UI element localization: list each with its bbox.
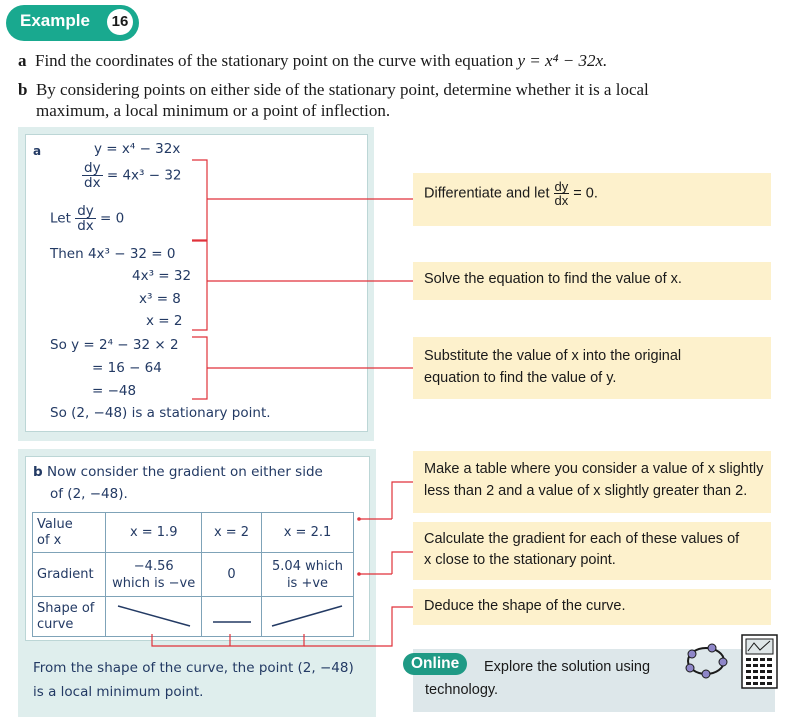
table-cell: x = 1.9 — [106, 513, 202, 553]
note-gradient-line2: x close to the stationary point. — [424, 552, 616, 568]
sol-b-intro-line2: of (2, −48). — [50, 486, 128, 502]
sol-b-conclusion-line1: From the shape of the curve, the point (2, −48) — [33, 660, 354, 676]
question-b-line2: maximum, a local minimum or a point of inflection. — [36, 101, 391, 120]
table-head-shape: Shape of curve — [33, 597, 106, 637]
sol-a-line6: x³ = 8 — [139, 291, 181, 307]
sol-a-line7: x = 2 — [146, 313, 183, 329]
dx-denominator: dx — [84, 175, 101, 191]
dx-denominator-2: dx — [77, 218, 94, 234]
sol-a-line1: y = x⁴ − 32x — [94, 141, 181, 157]
sol-a-line2-rhs: = 4x³ − 32 — [106, 167, 182, 184]
note-substitute-line2: equation to find the value of y. — [424, 370, 617, 386]
example-label: Example — [20, 11, 90, 30]
note-shape-text: Deduce the shape of the curve. — [424, 598, 626, 614]
question-a-equation: y = x⁴ − 32x. — [517, 51, 608, 70]
let-label: Let — [50, 210, 71, 227]
note1-num: dy — [554, 179, 569, 194]
online-text-line2: technology. — [425, 682, 499, 698]
dy-numerator-2: dy — [77, 203, 94, 219]
sol-b-conclusion-line2: is a local minimum point. — [33, 684, 204, 700]
question-a-text: Find the coordinates of the stationary point on the curve with equation — [35, 51, 514, 70]
sol-a-line8: So y = 2⁴ − 32 × 2 — [50, 337, 179, 353]
note-table-line1: Make a table where you consider a value of x slightly — [424, 461, 764, 477]
table-cell: 0 — [202, 553, 262, 597]
table-cell: −4.56 which is −ve — [106, 553, 202, 597]
sol-a-line11: So (2, −48) is a stationary point. — [50, 405, 271, 421]
question-b-line1: By considering points on either side of the stationary point, determine whether it is a local — [35, 80, 649, 99]
note-gradient-line1: Calculate the gradient for each of these values of — [424, 531, 740, 547]
sol-a-line3-rhs: = 0 — [100, 210, 125, 227]
calculator-icon[interactable] — [740, 633, 780, 691]
table-cell: x = 2 — [202, 513, 262, 553]
example-number: 16 — [107, 9, 133, 35]
note1-den: dx — [554, 193, 569, 208]
sol-b-intro-line1: Now consider the gradient on either side — [46, 464, 323, 480]
note-table-line2: less than 2 and a value of x slightly greater than 2. — [424, 483, 748, 499]
online-button[interactable]: Online — [403, 653, 467, 675]
table-cell: 5.04 which is +ve — [261, 553, 353, 597]
online-text-line1: Explore the solution using — [484, 659, 651, 675]
table-head-value: Value of x — [33, 513, 106, 553]
solution-b-label: b — [33, 464, 43, 480]
solution-a-label: a — [33, 144, 42, 158]
table-head-gradient: Gradient — [33, 553, 106, 597]
question-b-letter: b — [18, 80, 28, 99]
table-cell: x = 2.1 — [261, 513, 353, 553]
note1-pre: Differentiate and let — [424, 185, 550, 202]
note1-post: = 0. — [573, 185, 598, 202]
geogebra-icon[interactable] — [684, 640, 730, 680]
note-solve-text: Solve the equation to find the value of x. — [424, 271, 682, 287]
sol-a-line9: = 16 − 64 — [92, 360, 162, 376]
sol-a-line10: = −48 — [92, 383, 137, 399]
sol-a-line4: Then 4x³ − 32 = 0 — [50, 246, 176, 262]
question-a-letter: a — [18, 51, 27, 70]
sol-a-line5: 4x³ = 32 — [132, 268, 192, 284]
dy-numerator: dy — [84, 160, 101, 176]
note-substitute-line1: Substitute the value of x into the original — [424, 348, 682, 364]
